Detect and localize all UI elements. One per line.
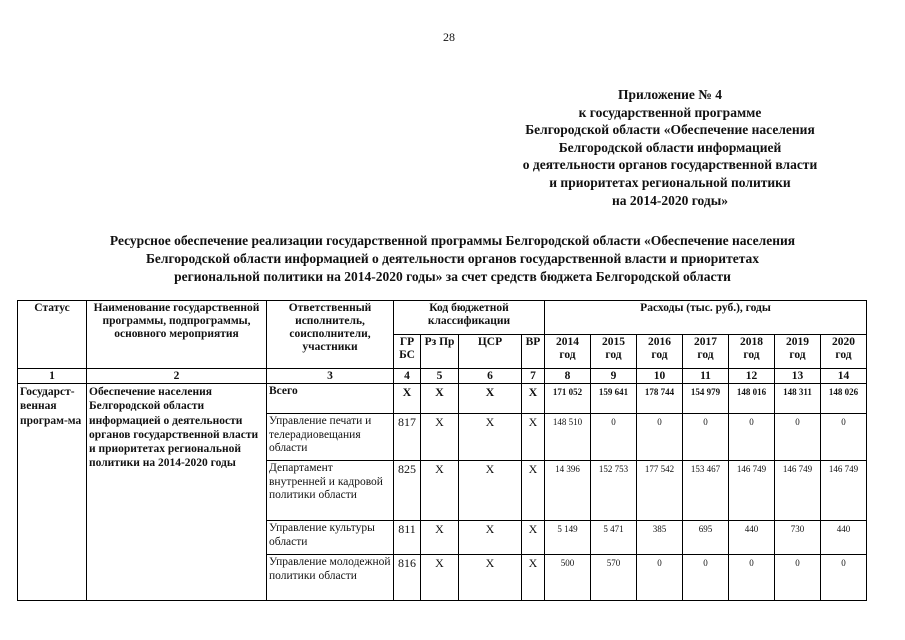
value-cell: 0	[591, 414, 637, 461]
value-cell: 0	[775, 414, 821, 461]
column-number: 12	[729, 369, 775, 384]
table-row	[18, 384, 867, 414]
value-cell: 146 749	[821, 461, 867, 521]
appendix-line: и приоритетах региональной политики	[549, 174, 791, 190]
rzpr-cell: Х	[421, 461, 459, 521]
value-cell: 148 026	[821, 384, 867, 414]
rzpr-cell: Х	[421, 555, 459, 601]
column-number: 6	[459, 369, 522, 384]
csr-cell: Х	[459, 461, 522, 521]
participant-cell: Управление печати и телерадиовещания области	[267, 414, 394, 461]
column-number: 10	[637, 369, 683, 384]
appendix-header	[430, 86, 905, 209]
value-cell: 500	[545, 555, 591, 601]
value-cell: 440	[729, 521, 775, 555]
column-number: 4	[394, 369, 421, 384]
value-cell: 0	[729, 555, 775, 601]
column-number: 11	[683, 369, 729, 384]
value-cell: 148 510	[545, 414, 591, 461]
header-year: 2019 год	[775, 335, 821, 369]
column-number: 2	[87, 369, 267, 384]
header-status: Статус	[18, 301, 87, 369]
value-cell: 0	[729, 414, 775, 461]
value-cell: 695	[683, 521, 729, 555]
value-cell: 440	[821, 521, 867, 555]
header-vr: ВР	[522, 335, 545, 369]
column-number: 1	[18, 369, 87, 384]
header-name: Наименование государственной программы, подпрограммы, основного мероприятия	[87, 301, 267, 369]
csr-cell: Х	[459, 384, 522, 414]
value-cell: 171 052	[545, 384, 591, 414]
status-cell: Государст-венная програм-ма	[18, 384, 87, 601]
csr-cell: Х	[459, 521, 522, 555]
header-budget-code: Код бюджетной классификации	[394, 301, 545, 335]
participant-cell: Департамент внутренней и кадровой политики области	[267, 461, 394, 521]
document-title	[0, 232, 905, 285]
column-number: 9	[591, 369, 637, 384]
value-cell: 146 749	[729, 461, 775, 521]
value-cell: 730	[775, 521, 821, 555]
value-cell: 148 016	[729, 384, 775, 414]
vr-cell: Х	[522, 384, 545, 414]
vr-cell: Х	[522, 414, 545, 461]
value-cell: 152 753	[591, 461, 637, 521]
header-year: 2014 год	[545, 335, 591, 369]
header-csr: ЦСР	[459, 335, 522, 369]
appendix-line: Белгородской области информацией	[558, 139, 782, 155]
csr-cell: Х	[459, 555, 522, 601]
resource-table	[17, 300, 867, 601]
vr-cell: Х	[522, 461, 545, 521]
grbs-cell: Х	[394, 384, 421, 414]
column-number: 7	[522, 369, 545, 384]
header-expenses: Расходы (тыс. руб.), годы	[545, 301, 867, 335]
appendix-line: к государственной программе	[578, 104, 762, 120]
header-year: 2017 год	[683, 335, 729, 369]
value-cell: 0	[821, 414, 867, 461]
value-cell: 570	[591, 555, 637, 601]
header-year: 2015 год	[591, 335, 637, 369]
title-line: Белгородской области информацией о деятельности органов государственной власти и приоритетах	[146, 250, 759, 266]
vr-cell: Х	[522, 555, 545, 601]
value-cell: 0	[683, 414, 729, 461]
value-cell: 159 641	[591, 384, 637, 414]
grbs-cell: 816	[394, 555, 421, 601]
appendix-line: Белгородской области «Обеспечение населения	[525, 122, 815, 138]
column-number-row	[18, 369, 867, 384]
title-line: Ресурсное обеспечение реализации государственной программы Белгородской области «Обеспечение населения	[109, 233, 796, 248]
value-cell: 0	[821, 555, 867, 601]
value-cell: 154 979	[683, 384, 729, 414]
rzpr-cell: Х	[421, 384, 459, 414]
value-cell: 14 396	[545, 461, 591, 521]
column-number: 14	[821, 369, 867, 384]
value-cell: 0	[683, 555, 729, 601]
header-year: 2016 год	[637, 335, 683, 369]
column-number: 3	[267, 369, 394, 384]
program-name-cell: Обеспечение населения Белгородской области информацией о деятельности органов государственной власти и приоритетах региональной политики на 2014-2020 годы	[87, 384, 267, 601]
value-cell: 385	[637, 521, 683, 555]
value-cell: 0	[775, 555, 821, 601]
vr-cell: Х	[522, 521, 545, 555]
header-rzpr: Рз Пр	[421, 335, 459, 369]
column-number: 8	[545, 369, 591, 384]
value-cell: 5 471	[591, 521, 637, 555]
value-cell: 148 311	[775, 384, 821, 414]
header-executor: Ответственный исполнитель, соисполнители, участники	[267, 301, 394, 369]
header-year: 2018 год	[729, 335, 775, 369]
participant-cell: Управление молодежной политики области	[267, 555, 394, 601]
value-cell: 146 749	[775, 461, 821, 521]
grbs-cell: 811	[394, 521, 421, 555]
header-year: 2020 год	[821, 335, 867, 369]
rzpr-cell: Х	[421, 521, 459, 555]
participant-cell: Всего	[267, 384, 394, 414]
value-cell: 177 542	[637, 461, 683, 521]
column-number: 5	[421, 369, 459, 384]
csr-cell: Х	[459, 414, 522, 461]
header-grbs: ГР БС	[394, 335, 421, 369]
value-cell: 178 744	[637, 384, 683, 414]
page-number: 28	[443, 30, 455, 44]
grbs-cell: 825	[394, 461, 421, 521]
value-cell: 0	[637, 414, 683, 461]
title-line: региональной политики на 2014-2020 годы» за счет средств бюджета Белгородской области	[174, 268, 731, 284]
column-number: 13	[775, 369, 821, 384]
grbs-cell: 817	[394, 414, 421, 461]
rzpr-cell: Х	[421, 414, 459, 461]
value-cell: 0	[637, 555, 683, 601]
appendix-line: о деятельности органов государственной власти	[522, 157, 818, 173]
appendix-line: на 2014-2020 годы»	[611, 192, 729, 208]
appendix-line: Приложение № 4	[618, 87, 722, 102]
participant-cell: Управление культуры области	[267, 521, 394, 555]
value-cell: 153 467	[683, 461, 729, 521]
value-cell: 5 149	[545, 521, 591, 555]
